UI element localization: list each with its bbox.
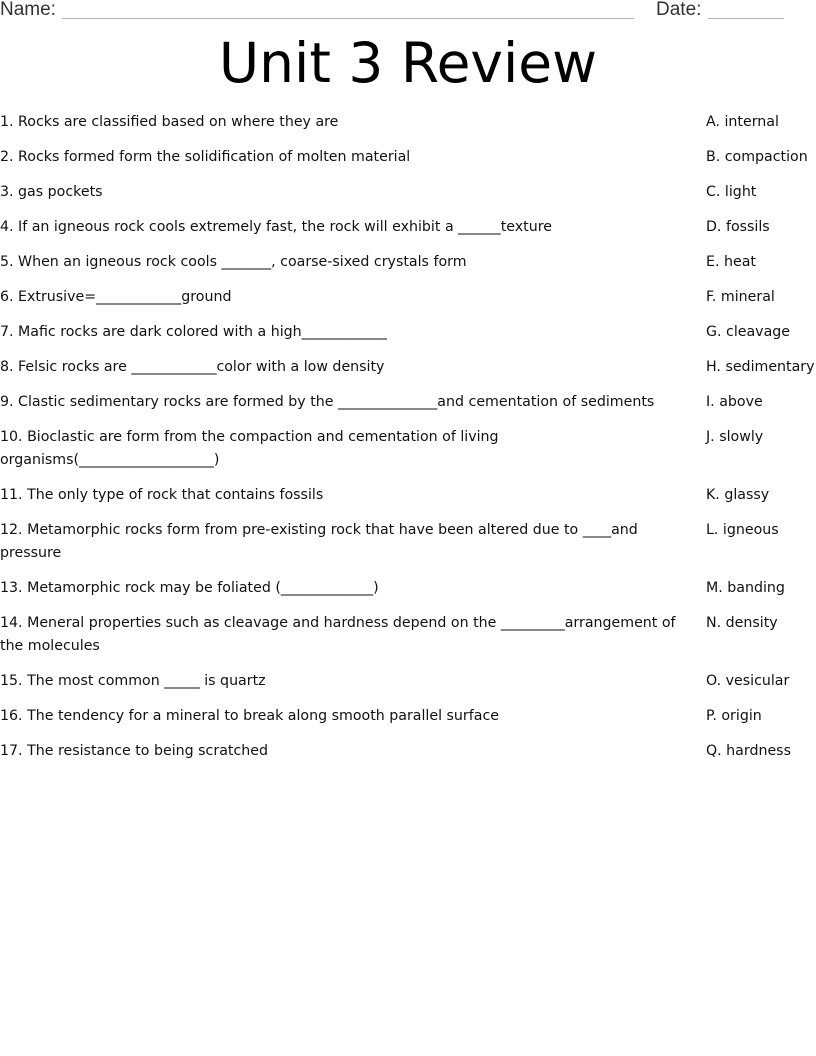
question-item: 13. Metamorphic rock may be foliated (_____________)	[0, 580, 379, 596]
answer-item: H. sedimentary	[706, 359, 815, 375]
answer-item: O. vesicular	[706, 673, 790, 689]
answer-item: M. banding	[706, 580, 785, 596]
question-item: 16. The tendency for a mineral to break along smooth parallel surface	[0, 708, 499, 724]
question-item: 10. Bioclastic are form from the compaction and cementation of living organisms(___________________)	[0, 429, 504, 468]
question-item: 4. If an igneous rock cools extremely fast, the rock will exhibit a ______texture	[0, 219, 552, 235]
question-item: 14. Meneral properties such as cleavage and hardness depend on the _________arrangement of the molecules	[0, 615, 681, 654]
answer-item: J. slowly	[706, 429, 764, 445]
answer-item: N. density	[706, 615, 778, 631]
question-item: 8. Felsic rocks are ____________color with a low density	[0, 359, 385, 375]
question-item: 6. Extrusive=____________ground	[0, 289, 232, 305]
question-item: 3. gas pockets	[0, 184, 103, 200]
date-line	[708, 18, 784, 19]
answer-item: F. mineral	[706, 289, 775, 305]
name-line	[62, 18, 634, 19]
answer-item: A. internal	[706, 114, 779, 130]
question-item: 7. Mafic rocks are dark colored with a high____________	[0, 324, 387, 340]
answer-item: E. heat	[706, 254, 756, 270]
question-item: 9. Clastic sedimentary rocks are formed by the ______________and cementation of sediments	[0, 394, 655, 410]
question-item: 12. Metamorphic rocks form from pre-existing rock that have been altered due to ____and pressure	[0, 522, 643, 561]
answer-item: C. light	[706, 184, 757, 200]
question-item: 11. The only type of rock that contains fossils	[0, 487, 324, 503]
question-list	[0, 111, 690, 775]
question-item: 17. The resistance to being scratched	[0, 743, 268, 759]
answer-item: D. fossils	[706, 219, 770, 235]
question-item: 1. Rocks are classified based on where they are	[0, 114, 339, 130]
answer-list	[706, 111, 816, 775]
answer-item: I. above	[706, 394, 763, 410]
answer-item: G. cleavage	[706, 324, 791, 340]
answer-item: L. igneous	[706, 522, 779, 538]
answer-item: K. glassy	[706, 487, 770, 503]
name-label: Name:	[0, 0, 56, 20]
answer-item: B. compaction	[706, 149, 808, 165]
answer-item: Q. hardness	[706, 743, 791, 759]
answer-item: P. origin	[706, 708, 762, 724]
worksheet-header	[0, 0, 816, 24]
question-item: 15. The most common _____ is quartz	[0, 673, 266, 689]
page-title: Unit 3 Review	[218, 31, 598, 95]
date-label: Date:	[656, 0, 702, 20]
question-item: 2. Rocks formed form the solidification of molten material	[0, 149, 411, 165]
question-item: 5. When an igneous rock cools _______, coarse-sixed crystals form	[0, 254, 467, 270]
